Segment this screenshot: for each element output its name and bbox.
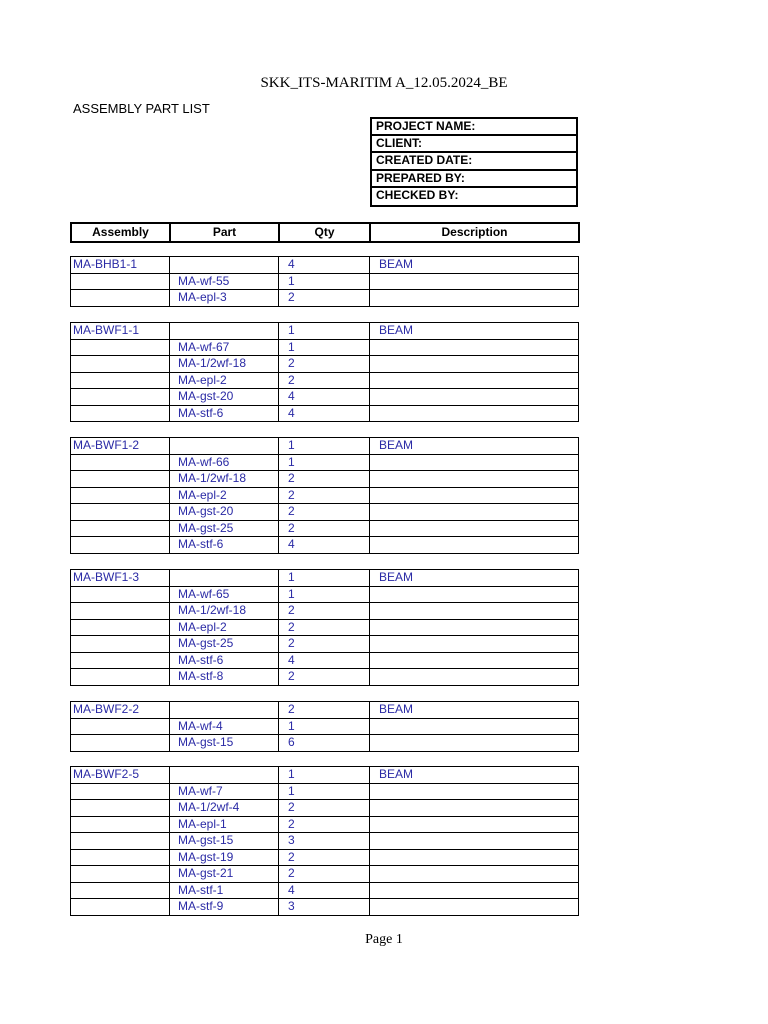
qty-cell: 2 bbox=[279, 520, 370, 537]
part-row bbox=[71, 800, 579, 817]
description-cell: BEAM bbox=[370, 257, 579, 274]
part-cell: MA-wf-4 bbox=[170, 718, 279, 735]
description-cell bbox=[370, 718, 579, 735]
part-cell bbox=[170, 570, 279, 587]
description-cell bbox=[370, 652, 579, 669]
part-cell: MA-gst-25 bbox=[170, 636, 279, 653]
part-row bbox=[71, 471, 579, 488]
part-cell: MA-gst-20 bbox=[170, 389, 279, 406]
part-row bbox=[71, 833, 579, 850]
part-row bbox=[71, 866, 579, 883]
part-cell: MA-wf-67 bbox=[170, 339, 279, 356]
part-row bbox=[71, 520, 579, 537]
qty-cell: 4 bbox=[279, 405, 370, 422]
part-row bbox=[71, 899, 579, 916]
part-cell: MA-gst-21 bbox=[170, 866, 279, 883]
project-name-field: PROJECT NAME: bbox=[372, 119, 576, 136]
description-cell bbox=[370, 603, 579, 620]
description-cell bbox=[370, 816, 579, 833]
description-cell bbox=[370, 669, 579, 686]
part-cell bbox=[170, 767, 279, 784]
description-cell bbox=[370, 899, 579, 916]
assembly-cell bbox=[71, 372, 170, 389]
part-cell: MA-wf-55 bbox=[170, 273, 279, 290]
part-cell bbox=[170, 438, 279, 455]
qty-cell: 2 bbox=[279, 636, 370, 653]
description-cell bbox=[370, 372, 579, 389]
checked-by-field: CHECKED BY: bbox=[376, 187, 459, 202]
qty-cell: 1 bbox=[279, 339, 370, 356]
part-row bbox=[71, 816, 579, 833]
qty-cell: 2 bbox=[279, 356, 370, 373]
assembly-group bbox=[70, 766, 579, 916]
qty-cell: 1 bbox=[279, 783, 370, 800]
part-cell: MA-wf-65 bbox=[170, 586, 279, 603]
part-cell bbox=[170, 257, 279, 274]
description-cell bbox=[370, 339, 579, 356]
description-cell: BEAM bbox=[370, 438, 579, 455]
assembly-cell bbox=[71, 520, 170, 537]
part-cell: MA-stf-6 bbox=[170, 652, 279, 669]
qty-cell: 2 bbox=[279, 471, 370, 488]
assembly-cell bbox=[71, 471, 170, 488]
qty-cell: 2 bbox=[279, 487, 370, 504]
assembly-cell bbox=[71, 833, 170, 850]
qty-cell: 2 bbox=[279, 290, 370, 307]
assembly-row bbox=[71, 257, 579, 274]
qty-cell: 3 bbox=[279, 833, 370, 850]
part-cell: MA-1/2wf-18 bbox=[170, 356, 279, 373]
part-cell: MA-gst-20 bbox=[170, 504, 279, 521]
column-header bbox=[70, 222, 580, 243]
part-cell: MA-wf-66 bbox=[170, 454, 279, 471]
assembly-group bbox=[70, 701, 579, 752]
description-cell bbox=[370, 882, 579, 899]
qty-cell: 4 bbox=[279, 652, 370, 669]
part-row bbox=[71, 735, 579, 752]
description-cell bbox=[370, 487, 579, 504]
part-cell bbox=[170, 323, 279, 340]
description-cell bbox=[370, 273, 579, 290]
header-assembly: Assembly bbox=[71, 223, 170, 242]
part-row bbox=[71, 405, 579, 422]
assembly-group bbox=[70, 437, 579, 554]
header-part: Part bbox=[170, 223, 279, 242]
assembly-row bbox=[71, 438, 579, 455]
part-row bbox=[71, 669, 579, 686]
part-row bbox=[71, 619, 579, 636]
description-cell bbox=[370, 356, 579, 373]
qty-cell: 2 bbox=[279, 866, 370, 883]
description-cell bbox=[370, 783, 579, 800]
assembly-cell bbox=[71, 586, 170, 603]
assembly-cell bbox=[71, 636, 170, 653]
qty-cell: 1 bbox=[279, 718, 370, 735]
part-row bbox=[71, 718, 579, 735]
assembly-cell: MA-BWF2-5 bbox=[71, 767, 170, 784]
assembly-cell bbox=[71, 339, 170, 356]
qty-cell: 2 bbox=[279, 800, 370, 817]
part-cell: MA-epl-1 bbox=[170, 816, 279, 833]
part-row bbox=[71, 603, 579, 620]
description-cell bbox=[370, 849, 579, 866]
assembly-cell bbox=[71, 718, 170, 735]
qty-cell: 4 bbox=[279, 389, 370, 406]
qty-cell: 1 bbox=[279, 586, 370, 603]
part-cell: MA-stf-8 bbox=[170, 669, 279, 686]
assembly-cell bbox=[71, 652, 170, 669]
part-cell: MA-epl-3 bbox=[170, 290, 279, 307]
assembly-cell: MA-BWF1-2 bbox=[71, 438, 170, 455]
assembly-cell bbox=[71, 504, 170, 521]
part-cell: MA-stf-1 bbox=[170, 882, 279, 899]
page-number: Page 1 bbox=[365, 932, 403, 947]
assembly-cell bbox=[71, 735, 170, 752]
description-cell bbox=[370, 454, 579, 471]
description-cell: BEAM bbox=[370, 570, 579, 587]
part-row bbox=[71, 339, 579, 356]
assembly-cell bbox=[71, 800, 170, 817]
assembly-cell bbox=[71, 849, 170, 866]
qty-cell: 4 bbox=[279, 882, 370, 899]
document-title: SKK_ITS-MARITIM A_12.05.2024_BE bbox=[260, 75, 508, 91]
part-row bbox=[71, 652, 579, 669]
description-cell bbox=[370, 471, 579, 488]
part-row bbox=[71, 537, 579, 554]
description-cell bbox=[370, 537, 579, 554]
description-cell bbox=[370, 504, 579, 521]
part-row bbox=[71, 273, 579, 290]
part-row bbox=[71, 783, 579, 800]
assembly-cell bbox=[71, 783, 170, 800]
description-cell bbox=[370, 800, 579, 817]
assembly-cell bbox=[71, 290, 170, 307]
qty-cell: 1 bbox=[279, 273, 370, 290]
qty-cell: 1 bbox=[279, 454, 370, 471]
assembly-cell bbox=[71, 816, 170, 833]
header-description: Description bbox=[370, 223, 579, 242]
part-row bbox=[71, 356, 579, 373]
part-row bbox=[71, 290, 579, 307]
qty-cell: 2 bbox=[279, 372, 370, 389]
qty-cell: 2 bbox=[279, 702, 370, 719]
assembly-row bbox=[71, 570, 579, 587]
qty-cell: 2 bbox=[279, 504, 370, 521]
list-subtitle: ASSEMBLY PART LIST bbox=[73, 101, 210, 116]
part-cell: MA-stf-9 bbox=[170, 899, 279, 916]
assembly-row bbox=[71, 767, 579, 784]
client-field: CLIENT: bbox=[372, 136, 576, 153]
assembly-cell bbox=[71, 389, 170, 406]
part-cell: MA-epl-2 bbox=[170, 619, 279, 636]
qty-cell: 2 bbox=[279, 603, 370, 620]
qty-cell: 3 bbox=[279, 899, 370, 916]
part-cell: MA-wf-7 bbox=[170, 783, 279, 800]
assembly-cell bbox=[71, 356, 170, 373]
part-cell: MA-stf-6 bbox=[170, 537, 279, 554]
description-cell: BEAM bbox=[370, 702, 579, 719]
prepared-by-field: PREPARED BY: bbox=[372, 171, 576, 188]
part-cell: MA-gst-15 bbox=[170, 735, 279, 752]
qty-cell: 4 bbox=[279, 257, 370, 274]
assembly-cell: MA-BHB1-1 bbox=[71, 257, 170, 274]
assembly-cell bbox=[71, 619, 170, 636]
part-cell bbox=[170, 702, 279, 719]
assembly-cell: MA-BWF1-1 bbox=[71, 323, 170, 340]
assembly-cell bbox=[71, 454, 170, 471]
assembly-cell bbox=[71, 487, 170, 504]
qty-cell: 6 bbox=[279, 735, 370, 752]
part-cell: MA-epl-2 bbox=[170, 487, 279, 504]
description-cell bbox=[370, 586, 579, 603]
part-row bbox=[71, 849, 579, 866]
qty-cell: 2 bbox=[279, 816, 370, 833]
part-cell: MA-epl-2 bbox=[170, 372, 279, 389]
assembly-cell bbox=[71, 405, 170, 422]
project-info-box bbox=[370, 117, 578, 207]
part-row bbox=[71, 882, 579, 899]
assembly-group bbox=[70, 569, 579, 686]
part-row bbox=[71, 586, 579, 603]
part-cell: MA-1/2wf-18 bbox=[170, 471, 279, 488]
part-cell: MA-gst-15 bbox=[170, 833, 279, 850]
part-row bbox=[71, 487, 579, 504]
description-cell bbox=[370, 290, 579, 307]
assembly-group bbox=[70, 322, 579, 422]
description-cell bbox=[370, 636, 579, 653]
part-row bbox=[71, 454, 579, 471]
qty-cell: 1 bbox=[279, 438, 370, 455]
description-cell bbox=[370, 619, 579, 636]
assembly-cell bbox=[71, 603, 170, 620]
qty-cell: 1 bbox=[279, 570, 370, 587]
part-cell: MA-1/2wf-4 bbox=[170, 800, 279, 817]
assembly-cell bbox=[71, 669, 170, 686]
description-cell: BEAM bbox=[370, 767, 579, 784]
qty-cell: 2 bbox=[279, 849, 370, 866]
part-row bbox=[71, 504, 579, 521]
created-date-field: CREATED DATE: bbox=[372, 153, 576, 170]
description-cell bbox=[370, 866, 579, 883]
description-cell bbox=[370, 405, 579, 422]
part-cell: MA-stf-6 bbox=[170, 405, 279, 422]
assembly-row bbox=[71, 323, 579, 340]
qty-cell: 4 bbox=[279, 537, 370, 554]
part-row bbox=[71, 636, 579, 653]
assembly-cell bbox=[71, 899, 170, 916]
assembly-cell bbox=[71, 273, 170, 290]
assembly-row bbox=[71, 702, 579, 719]
description-cell bbox=[370, 735, 579, 752]
assembly-cell bbox=[71, 537, 170, 554]
part-row bbox=[71, 389, 579, 406]
part-cell: MA-1/2wf-18 bbox=[170, 603, 279, 620]
assembly-cell bbox=[71, 866, 170, 883]
description-cell: BEAM bbox=[370, 323, 579, 340]
assembly-cell bbox=[71, 882, 170, 899]
description-cell bbox=[370, 389, 579, 406]
part-row bbox=[71, 372, 579, 389]
qty-cell: 2 bbox=[279, 669, 370, 686]
description-cell bbox=[370, 833, 579, 850]
description-cell bbox=[370, 520, 579, 537]
qty-cell: 1 bbox=[279, 323, 370, 340]
header-qty: Qty bbox=[279, 223, 370, 242]
assembly-cell: MA-BWF2-2 bbox=[71, 702, 170, 719]
qty-cell: 1 bbox=[279, 767, 370, 784]
assembly-cell: MA-BWF1-3 bbox=[71, 570, 170, 587]
qty-cell: 2 bbox=[279, 619, 370, 636]
assembly-group bbox=[70, 256, 579, 307]
part-cell: MA-gst-19 bbox=[170, 849, 279, 866]
part-cell: MA-gst-25 bbox=[170, 520, 279, 537]
